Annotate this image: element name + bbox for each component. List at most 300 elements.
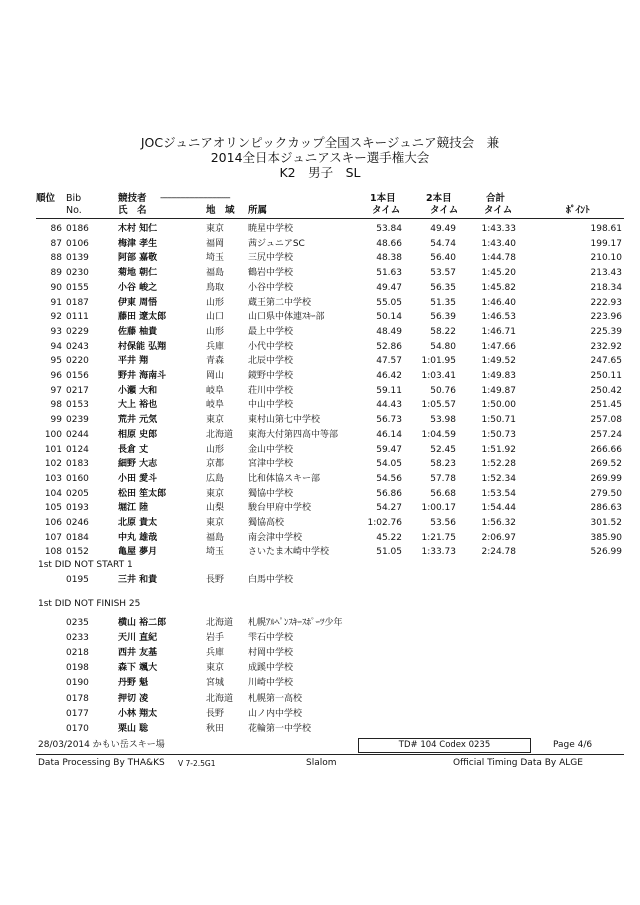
- table-row: [0, 222, 640, 237]
- bib-cell: 0186: [66, 224, 89, 234]
- table-row: [0, 237, 640, 252]
- total-cell: 1:49.83: [481, 371, 516, 381]
- name-cell: 小田 愛斗: [118, 473, 158, 484]
- bib-cell: 0152: [66, 547, 89, 558]
- run1-cell: 59.47: [376, 444, 402, 455]
- table-row: [0, 340, 640, 355]
- total-cell: 1:49.52: [481, 356, 516, 367]
- club-cell: 東海大付第四高中等部: [248, 429, 339, 440]
- region-cell: 長野: [206, 708, 225, 719]
- region-cell: 宮城: [206, 678, 225, 689]
- run2-cell: 54.74: [430, 238, 456, 249]
- total-cell: 1:56.32: [481, 518, 516, 528]
- points-cell: 269.99: [590, 473, 622, 484]
- name-cell: 細野 大志: [118, 459, 158, 470]
- header-dashes: -------------------------------: [160, 193, 230, 203]
- club-cell: 暁星中学校: [248, 224, 294, 234]
- club-cell: 花輪第一中学校: [248, 723, 312, 734]
- footer-date-venue: 28/03/2014 かもい岳スキー場: [38, 740, 165, 750]
- region-cell: 岐阜: [206, 385, 225, 396]
- club-cell: さいたま木崎中学校: [248, 547, 330, 558]
- run1-cell: 54.56: [376, 473, 402, 484]
- rank-cell: 105: [44, 503, 62, 514]
- total-cell: 1:46.40: [481, 297, 516, 308]
- col-points: ﾎﾟｲﾝﾄ: [566, 205, 590, 216]
- region-cell: 山梨: [206, 503, 225, 514]
- total-cell: 1:50.73: [481, 429, 516, 440]
- footer-timing: Official Timing Data By ALGE: [453, 758, 583, 768]
- run2-cell: 53.98: [430, 415, 456, 426]
- run2-cell: 1:04.59: [421, 429, 456, 440]
- name-cell: 小瀬 大和: [118, 385, 158, 396]
- run1-cell: 54.27: [376, 503, 402, 514]
- table-row: [0, 457, 640, 472]
- run2-cell: 57.78: [430, 473, 456, 484]
- run2-cell: 56.35: [430, 282, 456, 293]
- name-cell: 森下 颯大: [118, 663, 158, 674]
- rank-cell: 87: [50, 238, 62, 249]
- region-cell: 岐阜: [206, 400, 225, 411]
- table-row: [0, 296, 640, 311]
- list-item: [0, 661, 640, 676]
- rank-cell: 93: [50, 326, 62, 337]
- bib-cell: 0220: [66, 356, 89, 367]
- points-cell: 286.63: [590, 503, 622, 514]
- list-item: [0, 707, 640, 722]
- total-cell: 1:46.71: [481, 326, 516, 337]
- rank-cell: 88: [50, 253, 62, 264]
- points-cell: 222.93: [590, 297, 622, 308]
- name-cell: 西井 友基: [118, 648, 158, 659]
- footer-codex-box: TD# 104 Codex 0235: [358, 738, 531, 753]
- col-run1-time: タイム: [372, 205, 401, 216]
- name-cell: 押切 凌: [118, 693, 149, 704]
- club-cell: 川崎中学校: [248, 678, 294, 689]
- points-cell: 257.08: [590, 415, 622, 426]
- run1-cell: 45.22: [376, 532, 402, 543]
- col-name: 氏 名: [118, 205, 147, 216]
- col-no: No.: [66, 205, 82, 216]
- club-cell: 北辰中学校: [248, 356, 294, 367]
- run1-cell: 44.43: [376, 400, 402, 411]
- points-cell: 269.52: [590, 459, 622, 470]
- name-cell: 横山 裕二郎: [118, 618, 167, 628]
- club-cell: 獨協中学校: [248, 488, 294, 499]
- points-cell: 198.61: [590, 224, 622, 234]
- table-row: [0, 501, 640, 516]
- title-line-1: JOCジュニアオリンピックカップ全国スキージュニア競技会 兼: [140, 135, 500, 150]
- name-cell: 北原 貴太: [118, 518, 158, 528]
- title-line-2: 2014全日本ジュニアスキー選手権大会: [210, 150, 430, 165]
- table-row: [0, 413, 640, 428]
- total-cell: 1:53.54: [481, 488, 516, 499]
- run2-cell: 52.45: [430, 444, 456, 455]
- region-cell: 秋田: [206, 723, 225, 734]
- table-row: [0, 369, 640, 384]
- region-cell: 山形: [206, 326, 225, 337]
- bib-cell: 0195: [66, 575, 89, 585]
- total-cell: 1:50.71: [481, 415, 516, 426]
- bib-cell: 0170: [66, 723, 89, 734]
- table-row: [0, 266, 640, 281]
- rank-cell: 106: [44, 518, 62, 528]
- rank-cell: 100: [44, 429, 62, 440]
- footer-event: Slalom: [306, 758, 337, 768]
- run1-cell: 46.42: [376, 371, 402, 381]
- points-cell: 210.10: [590, 253, 622, 264]
- run2-cell: 56.68: [430, 488, 456, 499]
- total-cell: 2:24.78: [481, 547, 516, 558]
- rank-cell: 107: [44, 532, 62, 543]
- run1-cell: 46.14: [376, 429, 402, 440]
- points-cell: 250.42: [590, 385, 622, 396]
- footer-rule: [36, 754, 624, 755]
- run1-cell: 56.73: [376, 415, 402, 426]
- rank-cell: 97: [50, 385, 62, 396]
- total-cell: 1:50.00: [481, 400, 516, 411]
- rank-cell: 95: [50, 356, 62, 367]
- run2-cell: 1:03.41: [421, 371, 456, 381]
- club-cell: 駿台甲府中学校: [248, 503, 312, 514]
- bib-cell: 0187: [66, 297, 89, 308]
- table-row: [0, 487, 640, 502]
- region-cell: 山口: [206, 312, 225, 323]
- run2-cell: 1:21.75: [421, 532, 456, 543]
- rank-cell: 91: [50, 297, 62, 308]
- run2-cell: 1:01.95: [421, 356, 456, 367]
- region-cell: 兵庫: [206, 341, 225, 352]
- points-cell: 213.43: [590, 268, 622, 279]
- total-cell: 1:51.92: [481, 444, 516, 455]
- name-cell: 松田 笙太郎: [118, 488, 167, 499]
- run1-cell: 51.63: [376, 268, 402, 279]
- bib-cell: 0229: [66, 326, 89, 337]
- run1-cell: 53.84: [376, 224, 402, 234]
- rank-cell: 96: [50, 371, 62, 381]
- run1-cell: 48.38: [376, 253, 402, 264]
- name-cell: 小谷 峻之: [118, 282, 158, 293]
- table-row: [0, 472, 640, 487]
- region-cell: 岡山: [206, 371, 225, 381]
- run1-cell: 48.49: [376, 326, 402, 337]
- bib-cell: 0198: [66, 663, 89, 674]
- name-cell: 藤田 遼太郎: [118, 312, 167, 323]
- name-cell: 平井 翔: [118, 356, 149, 367]
- bib-cell: 0190: [66, 678, 89, 689]
- bib-cell: 0205: [66, 488, 89, 499]
- run2-cell: 50.76: [430, 385, 456, 396]
- name-cell: 菊地 朝仁: [118, 268, 158, 279]
- club-cell: 蔵王第二中学校: [248, 297, 312, 308]
- total-cell: 1:45.82: [481, 282, 516, 293]
- region-cell: 福島: [206, 268, 225, 279]
- table-row: [0, 428, 640, 443]
- bib-cell: 0239: [66, 415, 89, 426]
- club-cell: 山ノ内中学校: [248, 708, 303, 719]
- club-cell: 金山中学校: [248, 444, 294, 455]
- rank-cell: 94: [50, 341, 62, 352]
- club-cell: 札幌ｱﾙﾍﾟﾝｽｷｰｽﾎﾟｰﾂ少年: [248, 618, 343, 628]
- points-cell: 257.24: [590, 429, 622, 440]
- name-cell: 木村 知仁: [118, 224, 158, 234]
- col-region: 地 域: [206, 205, 235, 216]
- club-cell: 南会津中学校: [248, 532, 303, 543]
- region-cell: 北海道: [206, 429, 234, 440]
- name-cell: 亀屋 夢月: [118, 547, 158, 558]
- total-cell: 1:49.87: [481, 385, 516, 396]
- name-cell: 三井 和貴: [118, 575, 158, 585]
- bib-cell: 0233: [66, 633, 89, 644]
- run2-cell: 58.23: [430, 459, 456, 470]
- bib-cell: 0160: [66, 473, 89, 484]
- club-cell: 獨協高校: [248, 518, 285, 528]
- name-cell: 佐藤 柚貴: [118, 326, 158, 337]
- points-cell: 385.90: [590, 532, 622, 543]
- bib-cell: 0230: [66, 268, 89, 279]
- rank-cell: 101: [44, 444, 62, 455]
- region-cell: 広島: [206, 473, 225, 484]
- col-run1: 1本目: [370, 193, 396, 204]
- rank-cell: 108: [44, 547, 62, 558]
- run2-cell: 56.40: [430, 253, 456, 264]
- col-total-time: タイム: [484, 205, 513, 216]
- table-row: [0, 531, 640, 546]
- points-cell: 218.34: [590, 282, 622, 293]
- total-cell: 1:46.53: [481, 312, 516, 323]
- points-cell: 250.11: [590, 371, 622, 381]
- dns-label: 1st DID NOT START 1: [38, 560, 133, 570]
- rank-cell: 89: [50, 268, 62, 279]
- points-cell: 266.66: [590, 444, 622, 455]
- region-cell: 山形: [206, 297, 225, 308]
- bib-cell: 0153: [66, 400, 89, 411]
- bib-cell: 0111: [66, 312, 89, 323]
- region-cell: 埼玉: [206, 547, 225, 558]
- run2-cell: 56.39: [430, 312, 456, 323]
- bib-cell: 0106: [66, 238, 89, 249]
- run2-cell: 1:00.17: [421, 503, 456, 514]
- name-cell: 中丸 雄哉: [118, 532, 158, 543]
- rank-cell: 99: [50, 415, 62, 426]
- table-row: [0, 281, 640, 296]
- club-cell: 宮津中学校: [248, 459, 294, 470]
- run2-cell: 1:33.73: [421, 547, 456, 558]
- bib-cell: 0184: [66, 532, 89, 543]
- bib-cell: 0178: [66, 693, 89, 704]
- run1-cell: 49.47: [376, 282, 402, 293]
- region-cell: 鳥取: [206, 282, 225, 293]
- run1-cell: 55.05: [376, 297, 402, 308]
- bib-cell: 0235: [66, 618, 89, 628]
- region-cell: 兵庫: [206, 648, 225, 659]
- club-cell: 荘川中学校: [248, 385, 294, 396]
- points-cell: 247.65: [590, 356, 622, 367]
- name-cell: 天川 直紀: [118, 633, 158, 644]
- name-cell: 小林 翔太: [118, 708, 158, 719]
- club-cell: 白馬中学校: [248, 575, 294, 585]
- name-cell: 丹野 魁: [118, 678, 149, 689]
- club-cell: 鏡野中学校: [248, 371, 294, 381]
- name-cell: 大上 裕也: [118, 400, 158, 411]
- list-item: [0, 692, 640, 707]
- bib-cell: 0218: [66, 648, 89, 659]
- run2-cell: 53.56: [430, 518, 456, 528]
- total-cell: 1:54.44: [481, 503, 516, 514]
- club-cell: 鶴岩中学校: [248, 268, 294, 279]
- region-cell: 青森: [206, 356, 225, 367]
- club-cell: 雫石中学校: [248, 633, 294, 644]
- bib-cell: 0156: [66, 371, 89, 381]
- table-row: [0, 384, 640, 399]
- region-cell: 岩手: [206, 633, 225, 644]
- total-cell: 1:44.78: [481, 253, 516, 264]
- bib-cell: 0243: [66, 341, 89, 352]
- run2-cell: 53.57: [430, 268, 456, 279]
- club-cell: 山口県中体連ｽｷｰ部: [248, 312, 325, 323]
- total-cell: 1:47.66: [481, 341, 516, 352]
- region-cell: 埼玉: [206, 253, 225, 264]
- rank-cell: 104: [44, 488, 62, 499]
- run2-cell: 51.35: [430, 297, 456, 308]
- rank-cell: 102: [44, 459, 62, 470]
- run2-cell: 49.49: [430, 224, 456, 234]
- title-line-3: K2 男子 SL: [279, 165, 361, 180]
- table-row: [0, 516, 640, 531]
- col-club: 所属: [248, 205, 268, 216]
- rank-cell: 92: [50, 312, 62, 323]
- total-cell: 1:43.40: [481, 238, 516, 249]
- run1-cell: 54.05: [376, 459, 402, 470]
- footer-processing: Data Processing By THA&KS: [38, 758, 165, 768]
- region-cell: 山形: [206, 444, 225, 455]
- name-cell: 伊東 周悟: [118, 297, 158, 308]
- total-cell: 2:06.97: [481, 532, 516, 543]
- club-cell: 最上中学校: [248, 326, 294, 337]
- name-cell: 相原 史郎: [118, 429, 158, 440]
- total-cell: 1:52.28: [481, 459, 516, 470]
- points-cell: 225.39: [590, 326, 622, 337]
- bib-cell: 0124: [66, 444, 89, 455]
- dnf-label: 1st DID NOT FINISH 25: [38, 599, 141, 609]
- region-cell: 長野: [206, 575, 225, 585]
- club-cell: 比和体協スキー部: [248, 473, 321, 484]
- region-cell: 北海道: [206, 693, 234, 704]
- table-row: [0, 325, 640, 340]
- bib-cell: 0139: [66, 253, 89, 264]
- name-cell: 栗山 聡: [118, 723, 149, 734]
- run1-cell: 50.14: [376, 312, 402, 323]
- run1-cell: 59.11: [376, 385, 402, 396]
- list-item: [0, 631, 640, 646]
- table-row: [0, 354, 640, 369]
- header-rule: [36, 218, 624, 219]
- club-cell: 小代中学校: [248, 341, 294, 352]
- points-cell: 279.50: [590, 488, 622, 499]
- col-bib: Bib: [66, 193, 82, 204]
- region-cell: 東京: [206, 488, 225, 499]
- bib-cell: 0177: [66, 708, 89, 719]
- region-cell: 福岡: [206, 238, 225, 249]
- region-cell: 東京: [206, 518, 225, 528]
- run1-cell: 51.05: [376, 547, 402, 558]
- club-cell: 三尻中学校: [248, 253, 294, 264]
- club-cell: 小谷中学校: [248, 282, 294, 293]
- name-cell: 荒井 元気: [118, 415, 158, 426]
- rank-cell: 98: [50, 400, 62, 411]
- bib-cell: 0193: [66, 503, 89, 514]
- col-competitor: 競技者: [118, 193, 147, 204]
- bib-cell: 0244: [66, 429, 89, 440]
- total-cell: 1:43.33: [481, 224, 516, 234]
- points-cell: 301.52: [590, 518, 622, 528]
- rank-cell: 90: [50, 282, 62, 293]
- footer-version: V 7-2.5G1: [178, 759, 216, 768]
- points-cell: 526.99: [590, 547, 622, 558]
- col-rank: 順位: [36, 193, 56, 204]
- points-cell: 251.45: [590, 400, 622, 411]
- col-total: 合計: [486, 193, 506, 204]
- list-item: [0, 616, 640, 631]
- name-cell: 阿部 嘉敬: [118, 253, 158, 264]
- footer-page: Page 4/6: [553, 740, 593, 750]
- bib-cell: 0183: [66, 459, 89, 470]
- rank-cell: 86: [50, 224, 62, 234]
- region-cell: 東京: [206, 224, 225, 234]
- bib-cell: 0246: [66, 518, 89, 528]
- region-cell: 東京: [206, 663, 225, 674]
- name-cell: 野井 海南斗: [118, 371, 167, 381]
- list-item: [0, 573, 640, 588]
- club-cell: 茜ジュニアSC: [248, 238, 305, 249]
- run1-cell: 1:02.76: [367, 518, 402, 528]
- run2-cell: 58.22: [430, 326, 456, 337]
- table-row: [0, 443, 640, 458]
- rank-cell: 103: [44, 473, 62, 484]
- run1-cell: 52.86: [376, 341, 402, 352]
- points-cell: 232.92: [590, 341, 622, 352]
- total-cell: 1:45.20: [481, 268, 516, 279]
- name-cell: 梅津 孝生: [118, 238, 158, 249]
- table-row: [0, 251, 640, 266]
- name-cell: 村保能 弘翔: [118, 341, 167, 352]
- list-item: [0, 676, 640, 691]
- list-item: [0, 722, 640, 737]
- region-cell: 北海道: [206, 618, 234, 628]
- run1-cell: 56.86: [376, 488, 402, 499]
- col-run2: 2本目: [426, 193, 452, 204]
- run1-cell: 48.66: [376, 238, 402, 249]
- club-cell: 村岡中学校: [248, 648, 294, 659]
- region-cell: 東京: [206, 415, 225, 426]
- name-cell: 長倉 丈: [118, 444, 149, 455]
- bib-cell: 0155: [66, 282, 89, 293]
- club-cell: 成蹊中学校: [248, 663, 294, 674]
- points-cell: 223.96: [590, 312, 622, 323]
- bib-cell: 0217: [66, 385, 89, 396]
- col-run2-time: タイム: [430, 205, 459, 216]
- club-cell: 東村山第七中学校: [248, 415, 321, 426]
- region-cell: 福島: [206, 532, 225, 543]
- table-row: [0, 398, 640, 413]
- run1-cell: 47.57: [376, 356, 402, 367]
- region-cell: 京都: [206, 459, 225, 470]
- club-cell: 札幌第一高校: [248, 693, 303, 704]
- club-cell: 中山中学校: [248, 400, 294, 411]
- name-cell: 堀江 陸: [118, 503, 149, 514]
- run2-cell: 1:05.57: [421, 400, 456, 411]
- points-cell: 199.17: [590, 238, 622, 249]
- total-cell: 1:52.34: [481, 473, 516, 484]
